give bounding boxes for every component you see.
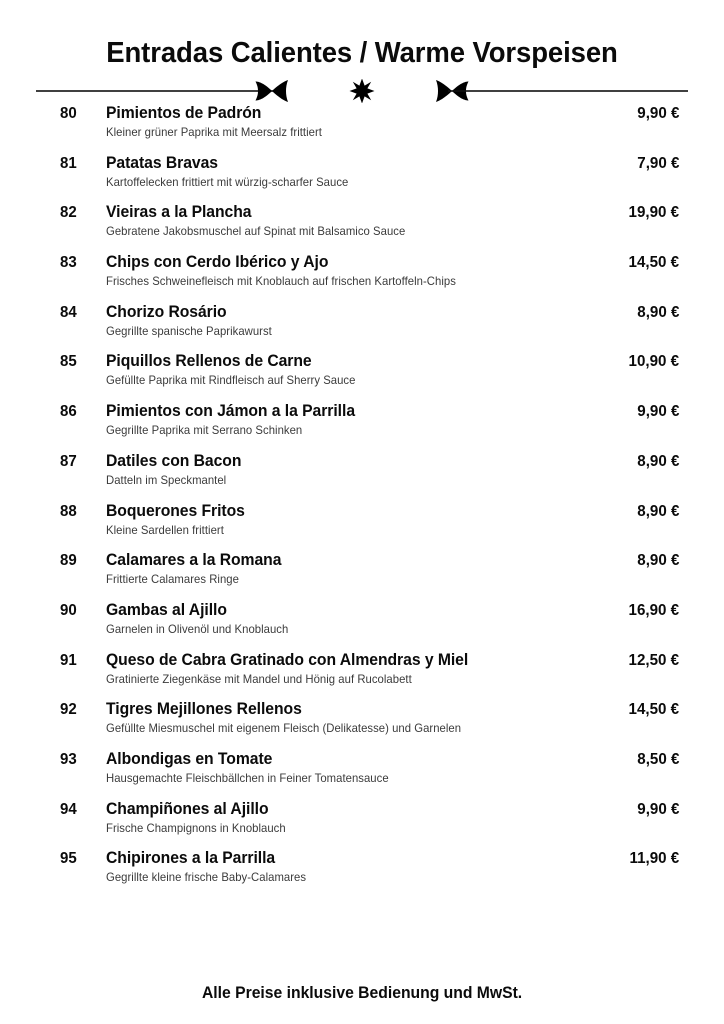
- menu-item-title: Patatas Bravas: [106, 153, 219, 172]
- menu-item-title: Pimientos de Padrón: [106, 104, 262, 122]
- menu-item-price: 10,90 €: [628, 353, 679, 371]
- menu-item: [0, 402, 724, 452]
- menu-item-price: 14,50 €: [628, 254, 679, 272]
- menu-item-title: Albondigas en Tomate: [106, 749, 273, 768]
- menu-item-number: 90: [60, 601, 77, 619]
- menu-item-description: Garnelen in Olivenöl und Knoblauch: [106, 622, 289, 636]
- menu-items-list: [0, 104, 724, 899]
- menu-item-number: 84: [60, 303, 77, 321]
- menu-item-description: Kleiner grüner Paprika mit Meersalz frittiert: [106, 126, 322, 139]
- menu-item-description: Frittierte Calamares Ringe: [106, 573, 239, 587]
- menu-item-price: 8,90 €: [636, 502, 679, 520]
- menu-item-description: Gegrillte spanische Paprikawurst: [106, 324, 272, 338]
- menu-item-head: [0, 700, 724, 722]
- menu-item-head: [0, 651, 724, 673]
- menu-item-head: [0, 352, 724, 374]
- menu-item: [0, 849, 724, 899]
- menu-item: [0, 154, 724, 204]
- menu-item: [0, 700, 724, 750]
- menu-item-number: 95: [60, 850, 77, 868]
- menu-item-head: [0, 203, 724, 225]
- menu-item: [0, 750, 724, 800]
- menu-item-head: [0, 849, 724, 871]
- menu-item-number: 85: [60, 353, 77, 371]
- menu-item-price: 8,50 €: [636, 750, 679, 768]
- menu-item-number: 88: [60, 502, 77, 520]
- menu-item-title: Piquillos Rellenos de Carne: [106, 352, 312, 371]
- menu-item-number: 92: [60, 701, 77, 719]
- menu-item: [0, 352, 724, 402]
- menu-item-title: Calamares a la Romana: [106, 551, 282, 570]
- eight-point-star-icon: [350, 79, 375, 103]
- menu-header: [0, 0, 724, 103]
- menu-item-number: 80: [60, 105, 77, 122]
- menu-item-number: 93: [60, 750, 77, 768]
- menu-item-title: Chorizo Rosário: [106, 302, 227, 321]
- menu-item-head: [0, 303, 724, 325]
- menu-item-price: 11,90 €: [629, 850, 679, 868]
- price-disclaimer: Alle Preise inklusive Bedienung und MwSt.: [201, 984, 523, 1002]
- menu-item-number: 87: [60, 452, 77, 470]
- divider-line-left: [36, 90, 276, 92]
- menu-item-title: Datiles con Bacon: [106, 451, 242, 470]
- menu-item-number: 94: [60, 800, 77, 818]
- menu-item-title: Queso de Cabra Gratinado con Almendras y Miel: [106, 650, 469, 669]
- menu-item-price: 9,90 €: [636, 800, 679, 818]
- menu-item-price: 8,90 €: [636, 303, 679, 321]
- menu-item-head: [0, 601, 724, 623]
- menu-item: [0, 303, 724, 353]
- menu-item-description: Frische Champignons in Knoblauch: [106, 821, 286, 835]
- menu-item-description: Kleine Sardellen frittiert: [106, 523, 224, 537]
- menu-item-number: 82: [60, 204, 77, 222]
- menu-item-title: Chipirones a la Parrilla: [106, 849, 276, 868]
- menu-item: [0, 203, 724, 253]
- menu-item-description: Gegrillte Paprika mit Serrano Schinken: [106, 424, 303, 438]
- menu-item-head: [0, 750, 724, 772]
- menu-item-title: Tigres Mejillones Rellenos: [106, 700, 302, 719]
- menu-item-head: [0, 800, 724, 822]
- menu-item-number: 91: [60, 651, 77, 669]
- menu-item-description: Hausgemachte Fleischbällchen in Feiner Tomatensauce: [106, 771, 389, 785]
- menu-item-description: Datteln im Speckmantel: [106, 473, 227, 487]
- menu-item-head: [0, 253, 724, 275]
- menu-item-price: 9,90 €: [636, 105, 679, 122]
- menu-item: [0, 502, 724, 552]
- menu-item-price: 16,90 €: [628, 601, 679, 619]
- menu-item-head: [0, 154, 724, 176]
- menu-item-description: Gefüllte Paprika mit Rindfleisch auf Sherry Sauce: [106, 374, 356, 388]
- menu-item-description: Gefüllte Miesmuschel mit eigenem Fleisch (Delikatesse) und Garnelen: [106, 722, 462, 736]
- menu-item-head: [0, 402, 724, 424]
- menu-item: [0, 253, 724, 303]
- page-title: Entradas Calientes / Warme Vorspeisen: [106, 37, 618, 69]
- menu-item-price: 19,90 €: [628, 204, 679, 222]
- divider-line-right: [448, 90, 688, 92]
- ornamental-divider: [36, 79, 688, 103]
- menu-item: [0, 651, 724, 701]
- menu-item-number: 83: [60, 254, 77, 272]
- menu-item-price: 8,90 €: [636, 552, 679, 570]
- menu-item: [0, 452, 724, 502]
- menu-item-title: Champiñones al Ajillo: [106, 799, 269, 818]
- menu-item: [0, 551, 724, 601]
- menu-item-head: [0, 104, 724, 126]
- menu-item-title: Chips con Cerdo Ibérico y Ajo: [106, 253, 329, 272]
- menu-item-title: Boquerones Fritos: [106, 501, 245, 520]
- menu-item-title: Vieiras a la Plancha: [106, 203, 252, 222]
- menu-item-number: 81: [60, 154, 77, 172]
- menu-item-price: 12,50 €: [628, 651, 679, 669]
- menu-item-price: 7,90 €: [636, 154, 679, 172]
- menu-item-head: [0, 551, 724, 573]
- menu-item-head: [0, 502, 724, 524]
- menu-item-title: Gambas al Ajillo: [106, 600, 227, 619]
- menu-item-title: Pimientos con Jámon a la Parrilla: [106, 402, 356, 421]
- menu-item-description: Kartoffelecken frittiert mit würzig-scharfer Sauce: [106, 175, 349, 189]
- menu-item: [0, 800, 724, 850]
- menu-item-description: Gegrillte kleine frische Baby-Calamares: [106, 871, 307, 885]
- menu-item-description: Gratinierte Ziegenkäse mit Mandel und Hönig auf Rucolabett: [106, 672, 412, 686]
- menu-item-number: 89: [60, 552, 77, 570]
- menu-item-head: [0, 452, 724, 474]
- menu-item-description: Gebratene Jakobsmuschel auf Spinat mit Balsamico Sauce: [106, 225, 406, 239]
- menu-item-description: Frisches Schweinefleisch mit Knoblauch auf frischen Kartoffeln-Chips: [106, 275, 456, 289]
- menu-item: [0, 601, 724, 651]
- menu-item-price: 14,50 €: [628, 701, 679, 719]
- menu-item: [0, 104, 724, 154]
- menu-footer: [0, 984, 724, 1003]
- bowtie-ornament-left: [256, 80, 289, 102]
- menu-item-price: 8,90 €: [636, 452, 679, 470]
- menu-item-price: 9,90 €: [636, 403, 679, 421]
- menu-item-number: 86: [60, 403, 77, 421]
